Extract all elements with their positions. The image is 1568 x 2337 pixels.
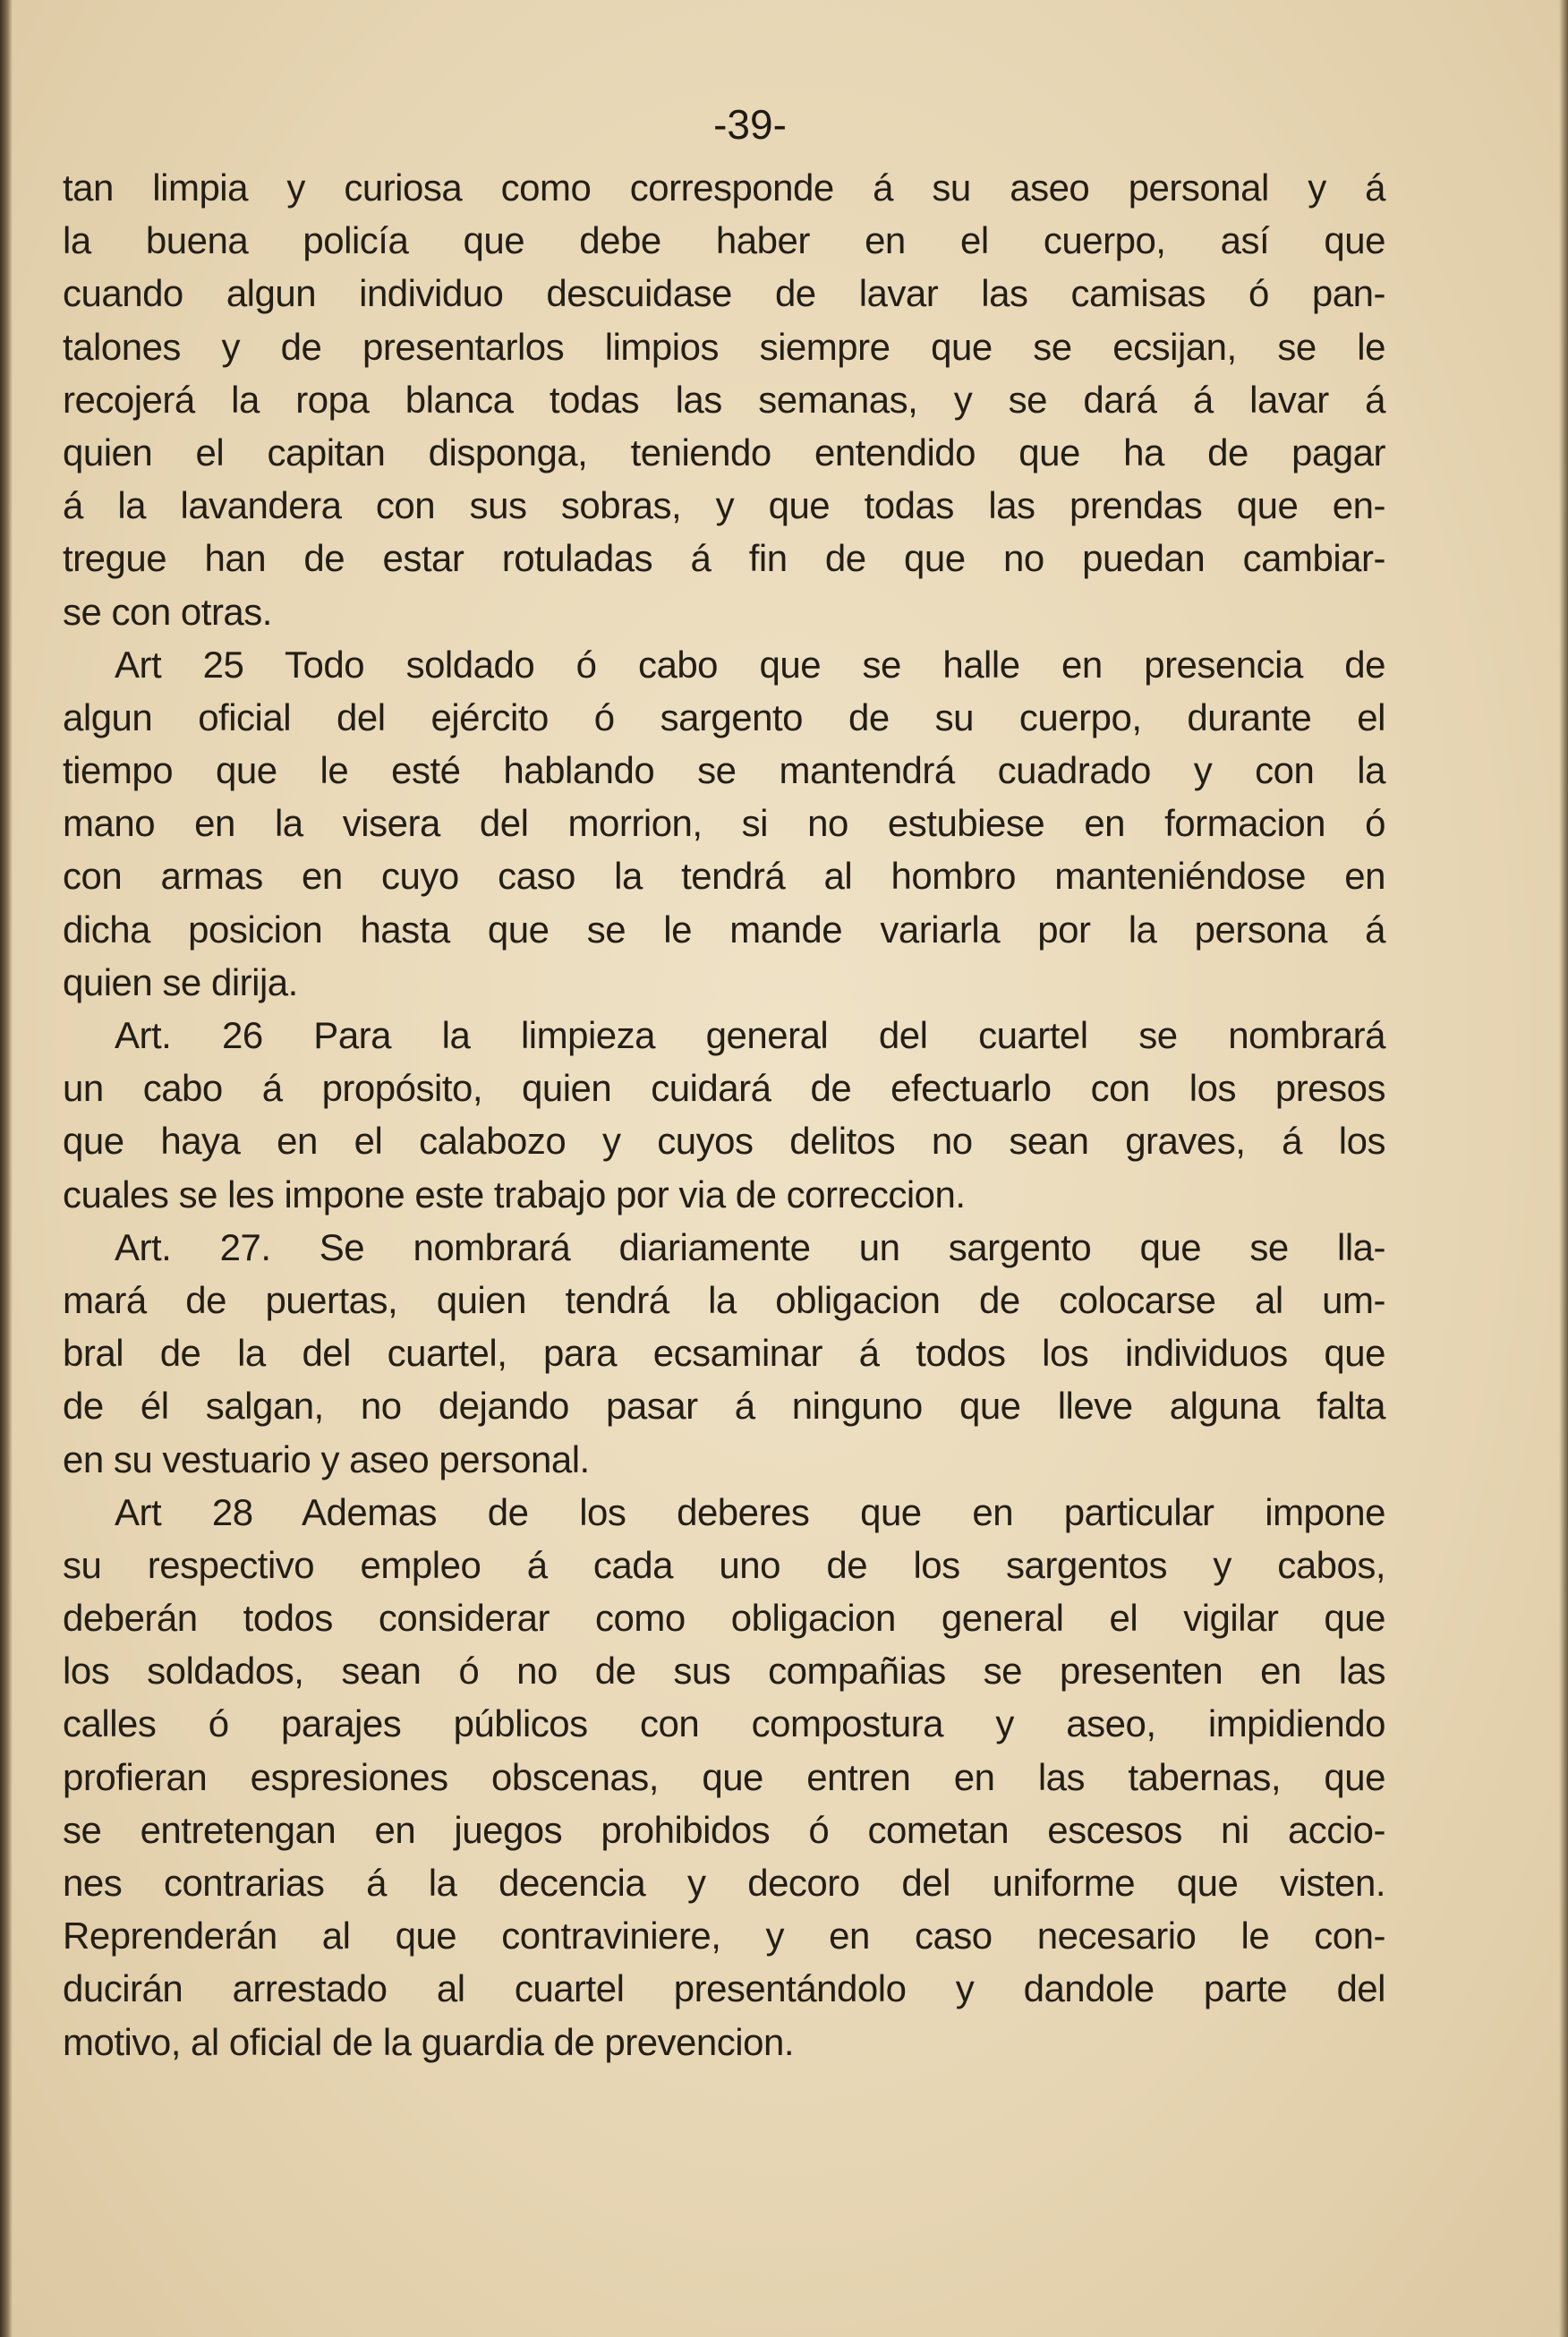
text-line: la buena policía que debe haber en el cuerpo, así que xyxy=(63,219,1385,262)
page-number: -39- xyxy=(713,101,787,148)
text-line: dicha posicion hasta que se le mande variarla por la persona á xyxy=(63,908,1385,951)
text-line: deberán todos considerar como obligacion general el vigilar que xyxy=(63,1597,1385,1640)
text-line: se con otras. xyxy=(63,590,272,633)
text-line: un cabo á propósito, quien cuidará de efectuarlo con los presos xyxy=(63,1067,1385,1110)
text-line: los soldados, sean ó no de sus compañias se presenten en las xyxy=(63,1650,1385,1693)
text-line: cuando algun individuo descuidase de lavar las camisas ó pan- xyxy=(63,272,1385,315)
text-line: bral de la del cuartel, para ecsaminar á todos los individuos que xyxy=(63,1332,1385,1375)
text-line: recojerá la ropa blanca todas las semanas, y se dará á lavar á xyxy=(63,378,1385,421)
text-line: calles ó parajes públicos con compostura y aseo, impidiendo xyxy=(63,1702,1385,1745)
text-line: tiempo que le esté hablando se mantendrá cuadrado y con la xyxy=(63,749,1385,792)
text-line: cuales se les impone este trabajo por via de correccion. xyxy=(63,1173,966,1215)
text-line: algun oficial del ejército ó sargento de su cuerpo, durante el xyxy=(63,695,1385,738)
text-line: mará de puertas, quien tendrá la obligacion de colocarse al um- xyxy=(63,1278,1385,1321)
text-line: á la lavandera con sus sobras, y que todas las prendas que en- xyxy=(63,484,1385,527)
text-line: motivo, al oficial de la guardia de prevencion. xyxy=(63,2020,794,2063)
article-heading-line: Art 28 Ademas de los deberes que en particular impone xyxy=(115,1490,1385,1533)
text-line: que haya en el calabozo y cuyos delitos no sean graves, á los xyxy=(63,1120,1385,1163)
text-line: se entretengan en juegos prohibidos ó cometan escesos ni accio- xyxy=(63,1808,1385,1851)
page-binding-edge xyxy=(0,0,13,2337)
text-line: nes contrarias á la decencia y decoro del uniforme que visten. xyxy=(63,1862,1385,1904)
article-heading-line: Art 25 Todo soldado ó cabo que se halle en presencia de xyxy=(115,643,1385,686)
article-heading-line: Art. 27. Se nombrará diariamente un sargento que se lla- xyxy=(115,1225,1385,1268)
text-line: en su vestuario y aseo personal. xyxy=(63,1437,590,1480)
body-text xyxy=(63,161,1385,2068)
text-line: su respectivo empleo á cada uno de los sargentos y cabos, xyxy=(63,1543,1385,1586)
text-line: mano en la visera del morrion, si no estubiese en formacion ó xyxy=(63,802,1385,845)
text-line: de él salgan, no dejando pasar á ninguno que lleve alguna falta xyxy=(63,1385,1385,1428)
article-heading-line: Art. 26 Para la limpieza general del cuartel se nombrará xyxy=(115,1014,1385,1056)
text-line: profieran espresiones obscenas, que entren en las tabernas, que xyxy=(63,1755,1385,1798)
text-line: quien el capitan disponga, teniendo entendido que ha de pagar xyxy=(63,431,1385,473)
text-line: tregue han de estar rotuladas á fin de que no puedan cambiar- xyxy=(63,537,1385,580)
text-line: Reprenderán al que contraviniere, y en caso necesario le con- xyxy=(63,1915,1385,1957)
text-line: tan limpia y curiosa como corresponde á su aseo personal y á xyxy=(63,166,1385,209)
text-line: quien se dirija. xyxy=(63,960,298,1003)
text-line: ducirán arrestado al cuartel presentándolo y dandole parte del xyxy=(63,1967,1385,2010)
page-right-edge xyxy=(1559,0,1568,2337)
text-line: con armas en cuyo caso la tendrá al hombro manteniéndose en xyxy=(63,855,1385,898)
text-line: talones y de presentarlos limpios siempre que se ecsijan, se le xyxy=(63,325,1385,368)
